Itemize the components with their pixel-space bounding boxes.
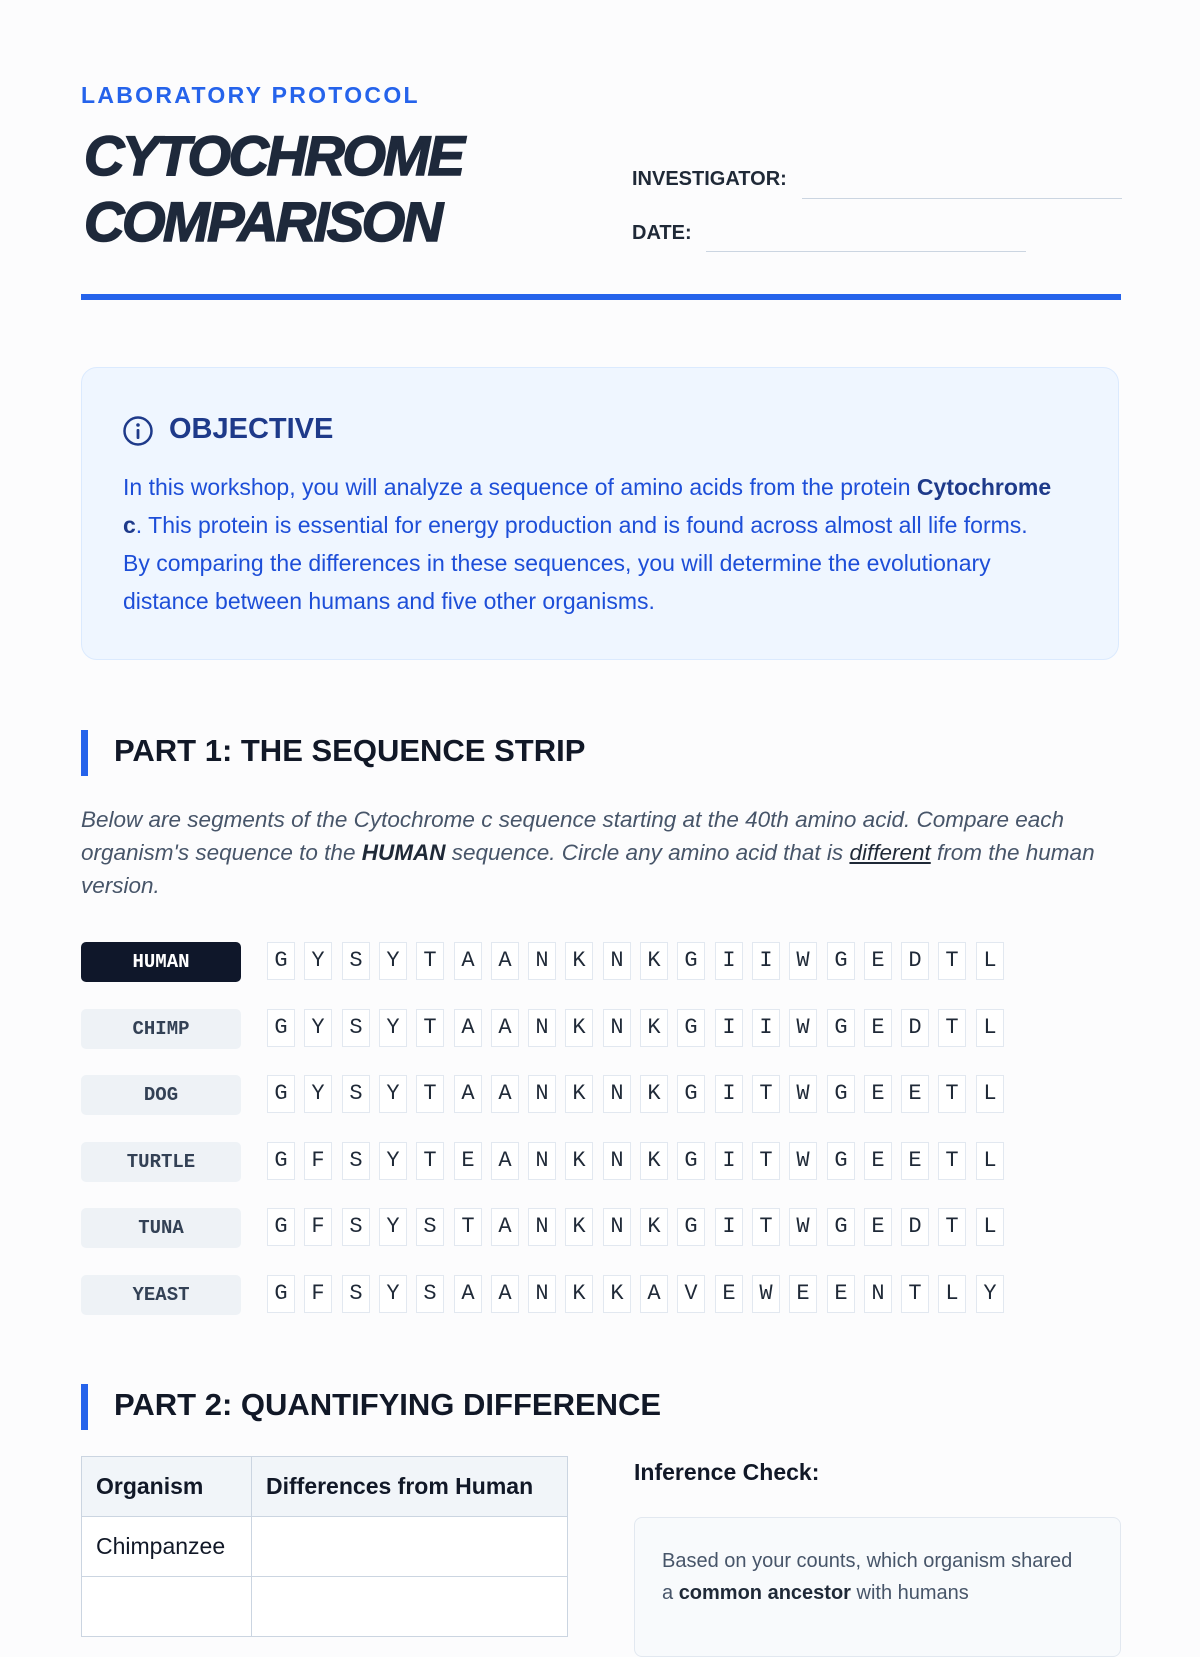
amino-acid-cell[interactable]: T	[752, 1075, 780, 1113]
date-label: DATE:	[632, 222, 692, 244]
amino-acid-cell: D	[901, 942, 929, 980]
amino-acid-cell[interactable]: G	[677, 1142, 705, 1180]
amino-acid-cell[interactable]: I	[715, 1142, 743, 1180]
amino-acid-cell[interactable]: G	[267, 1208, 295, 1246]
organism-label: TURTLE	[81, 1142, 241, 1182]
amino-acid-cell[interactable]: N	[603, 1075, 631, 1113]
amino-acid-cell[interactable]: E	[864, 1142, 892, 1180]
amino-acid-cell[interactable]: L	[976, 1208, 1004, 1246]
amino-acid-cell[interactable]: Y	[379, 1275, 407, 1313]
inference-emphasis: common ancestor	[678, 1582, 851, 1604]
amino-acid-cell[interactable]: T	[416, 1142, 444, 1180]
amino-acid-cell[interactable]: W	[789, 1075, 817, 1113]
amino-acid-cell[interactable]: E	[827, 1275, 855, 1313]
organism-label: DOG	[81, 1075, 241, 1115]
amino-acid-cell[interactable]: E	[864, 1208, 892, 1246]
amino-acid-cell[interactable]: L	[938, 1275, 966, 1313]
amino-acid-cell[interactable]: K	[640, 1075, 668, 1113]
document-kicker: LABORATORY PROTOCOL	[81, 82, 420, 108]
amino-acid-cell[interactable]: G	[267, 1142, 295, 1180]
amino-acid-cell[interactable]: D	[901, 1009, 929, 1047]
amino-acid-cell[interactable]: D	[901, 1208, 929, 1246]
objective-text-part: In this workshop, you will analyze a sequence of amino acids from the protein	[123, 474, 917, 500]
amino-acid-cell[interactable]: W	[789, 1208, 817, 1246]
amino-acid-cell[interactable]: S	[416, 1275, 444, 1313]
amino-acid-cell: G	[827, 942, 855, 980]
amino-acid-cell[interactable]: Y	[379, 1075, 407, 1113]
amino-acid-cell: G	[677, 942, 705, 980]
amino-acid-cell[interactable]: N	[864, 1275, 892, 1313]
page-title	[84, 123, 462, 255]
amino-acid-cell: S	[342, 942, 370, 980]
amino-acid-cell[interactable]: G	[827, 1208, 855, 1246]
sequence-row-human	[81, 942, 1121, 982]
amino-acid-cell[interactable]: K	[640, 1009, 668, 1047]
amino-acid-cell: Y	[304, 942, 332, 980]
amino-acid-cell[interactable]: A	[491, 1075, 519, 1113]
amino-acid-cell[interactable]: F	[304, 1275, 332, 1313]
amino-acid-cell[interactable]: I	[715, 1075, 743, 1113]
objective-text-part: . This protein is essential for energy production and is found across almost all life forms. By comparing the differences in these sequences, you will determine the evolutionary distance between humans and five other organisms.	[123, 512, 1028, 614]
instructions-text: Below are segments of the Cytochrome c sequence starting at the 40th amino acid. Compare each organism's sequence to the	[81, 807, 1065, 865]
amino-acid-cell[interactable]: T	[416, 1075, 444, 1113]
amino-acid-cell[interactable]: F	[304, 1142, 332, 1180]
amino-acid-cell[interactable]: T	[901, 1275, 929, 1313]
table-header-row	[82, 1457, 568, 1517]
differences-table	[81, 1456, 568, 1637]
page-title-line-1: CYTOCHROME	[84, 124, 463, 187]
organism-label: HUMAN	[81, 942, 241, 982]
amino-acid-cell[interactable]: W	[789, 1142, 817, 1180]
amino-acid-cell[interactable]: A	[491, 1275, 519, 1313]
table-row	[82, 1517, 568, 1577]
inference-check-box	[634, 1517, 1121, 1657]
amino-acid-cell[interactable]: G	[677, 1208, 705, 1246]
amino-acid-cell: Y	[379, 942, 407, 980]
amino-acid-cell[interactable]: N	[528, 1275, 556, 1313]
amino-acid-cell[interactable]: K	[640, 1142, 668, 1180]
amino-acid-cell[interactable]: A	[454, 1009, 482, 1047]
sequence-row-dog	[81, 1075, 1121, 1115]
amino-acid-cell[interactable]: E	[864, 1075, 892, 1113]
amino-acid-cell[interactable]: T	[938, 1075, 966, 1113]
amino-acid-cell[interactable]: T	[752, 1142, 780, 1180]
amino-acid-cell: T	[416, 942, 444, 980]
table-row	[82, 1577, 568, 1637]
amino-acid-cell[interactable]: N	[528, 1009, 556, 1047]
amino-acid-cell[interactable]: T	[454, 1208, 482, 1246]
amino-acid-cell: E	[864, 942, 892, 980]
amino-acid-cell[interactable]: G	[267, 1275, 295, 1313]
amino-acid-cell: G	[267, 942, 295, 980]
investigator-label: INVESTIGATOR:	[632, 168, 787, 190]
amino-acid-cell[interactable]: L	[976, 1142, 1004, 1180]
amino-acid-cell[interactable]: T	[938, 1009, 966, 1047]
amino-acid-cell[interactable]: Y	[304, 1075, 332, 1113]
amino-acid-cell[interactable]: I	[715, 1208, 743, 1246]
amino-acid-cell[interactable]: G	[827, 1075, 855, 1113]
organism-cell: Chimpanzee	[82, 1517, 252, 1577]
header-divider	[81, 294, 1121, 300]
amino-acid-cell[interactable]: N	[603, 1208, 631, 1246]
objective-text	[123, 468, 1053, 620]
inference-check-label: Inference Check:	[634, 1459, 820, 1485]
amino-acid-cell[interactable]: S	[342, 1208, 370, 1246]
amino-acid-cell[interactable]: L	[976, 1009, 1004, 1047]
amino-acid-cell[interactable]: S	[416, 1208, 444, 1246]
amino-acid-cell[interactable]: I	[715, 1009, 743, 1047]
organism-label: TUNA	[81, 1208, 241, 1248]
amino-acid-cell[interactable]: Y	[304, 1009, 332, 1047]
amino-acid-cell[interactable]: S	[342, 1275, 370, 1313]
section-accent-bar	[81, 730, 88, 776]
amino-acid-cell[interactable]: A	[491, 1009, 519, 1047]
amino-acid-cell[interactable]: L	[976, 1075, 1004, 1113]
sequence-row-chimp	[81, 1009, 1121, 1049]
amino-acid-cell[interactable]: N	[528, 1208, 556, 1246]
objective-protein-name: Cytochrome c	[123, 474, 1052, 538]
part1-title: PART 1: THE SEQUENCE STRIP	[114, 733, 586, 768]
organism-label: CHIMP	[81, 1009, 241, 1049]
amino-acid-cell[interactable]: E	[901, 1142, 929, 1180]
organism-label: YEAST	[81, 1275, 241, 1315]
instructions-emphasis: HUMAN	[361, 840, 446, 865]
amino-acid-cell[interactable]: F	[304, 1208, 332, 1246]
part2-title: PART 2: QUANTIFYING DIFFERENCE	[114, 1387, 662, 1422]
amino-acid-cell[interactable]: Y	[976, 1275, 1004, 1313]
inference-text: Based on your counts, which organism shared a	[662, 1550, 1073, 1604]
sequence-row-turtle	[81, 1142, 1121, 1182]
column-header-organism: Organism	[82, 1457, 252, 1517]
amino-acid-cell: L	[976, 942, 1004, 980]
amino-acid-cell[interactable]: E	[789, 1275, 817, 1313]
amino-acid-cell[interactable]: E	[901, 1075, 929, 1113]
amino-acid-cell: I	[752, 942, 780, 980]
instructions-underline: different	[849, 840, 931, 865]
page-title-line-2: COMPARISON	[84, 190, 441, 253]
amino-acid-cell: T	[938, 942, 966, 980]
amino-acid-cell[interactable]: K	[565, 1009, 593, 1047]
amino-acid-cell[interactable]: G	[827, 1142, 855, 1180]
amino-acid-cell[interactable]: G	[677, 1075, 705, 1113]
amino-acid-cell: K	[640, 942, 668, 980]
amino-acid-cell[interactable]: T	[752, 1208, 780, 1246]
amino-acid-cell[interactable]: E	[864, 1009, 892, 1047]
sequence-row-yeast	[81, 1275, 1121, 1315]
amino-acid-cell[interactable]: G	[677, 1009, 705, 1047]
amino-acid-cell[interactable]: A	[491, 1208, 519, 1246]
objective-title: OBJECTIVE	[169, 413, 334, 445]
organism-cell	[82, 1577, 252, 1637]
info-icon	[122, 415, 154, 447]
amino-acid-cell: N	[528, 942, 556, 980]
inference-text: with humans	[850, 1582, 969, 1604]
amino-acid-cell: N	[603, 942, 631, 980]
amino-acid-cell[interactable]: T	[938, 1208, 966, 1246]
amino-acid-cell: K	[565, 942, 593, 980]
amino-acid-cell[interactable]: A	[491, 1142, 519, 1180]
amino-acid-cell[interactable]: K	[565, 1208, 593, 1246]
instructions-text: from the human version.	[81, 840, 1095, 898]
amino-acid-cell[interactable]: V	[677, 1275, 705, 1313]
amino-acid-cell[interactable]: T	[938, 1142, 966, 1180]
amino-acid-cell[interactable]: A	[454, 1075, 482, 1113]
amino-acid-cell: I	[715, 942, 743, 980]
amino-acid-cell[interactable]: W	[789, 1009, 817, 1047]
amino-acid-cell[interactable]: K	[565, 1142, 593, 1180]
amino-acid-cell[interactable]: Y	[379, 1009, 407, 1047]
differences-input-cell[interactable]	[252, 1517, 568, 1577]
amino-acid-cell[interactable]: K	[565, 1075, 593, 1113]
amino-acid-cell[interactable]: E	[454, 1142, 482, 1180]
amino-acid-cell: W	[789, 942, 817, 980]
amino-acid-cell[interactable]: S	[342, 1075, 370, 1113]
objective-callout	[81, 367, 1119, 660]
amino-acid-cell[interactable]: G	[267, 1009, 295, 1047]
amino-acid-cell[interactable]: N	[528, 1142, 556, 1180]
differences-input-cell[interactable]	[252, 1577, 568, 1637]
amino-acid-cell[interactable]: A	[454, 1275, 482, 1313]
amino-acid-cell[interactable]: K	[565, 1275, 593, 1313]
amino-acid-cell[interactable]: N	[603, 1142, 631, 1180]
amino-acid-cell[interactable]: Y	[379, 1142, 407, 1180]
amino-acid-cell[interactable]: W	[752, 1275, 780, 1313]
amino-acid-cell[interactable]: I	[752, 1009, 780, 1047]
amino-acid-cell[interactable]: S	[342, 1009, 370, 1047]
amino-acid-cell[interactable]: Y	[379, 1208, 407, 1246]
sequence-row-tuna	[81, 1208, 1121, 1248]
amino-acid-cell[interactable]: A	[640, 1275, 668, 1313]
amino-acid-cell: A	[491, 942, 519, 980]
part1-instructions	[81, 803, 1126, 902]
amino-acid-cell: A	[454, 942, 482, 980]
amino-acid-cell[interactable]: K	[603, 1275, 631, 1313]
amino-acid-cell[interactable]: N	[528, 1075, 556, 1113]
amino-acid-cell[interactable]: E	[715, 1275, 743, 1313]
column-header-differences: Differences from Human	[252, 1457, 568, 1517]
amino-acid-cell[interactable]: G	[827, 1009, 855, 1047]
amino-acid-cell[interactable]: S	[342, 1142, 370, 1180]
instructions-text: sequence. Circle any amino acid that is	[445, 840, 850, 865]
amino-acid-cell[interactable]: K	[640, 1208, 668, 1246]
amino-acid-cell[interactable]: T	[416, 1009, 444, 1047]
section-accent-bar	[81, 1384, 88, 1430]
investigator-field[interactable]	[802, 198, 1122, 199]
date-field[interactable]	[706, 251, 1026, 252]
inference-question	[662, 1545, 1082, 1609]
amino-acid-cell[interactable]: N	[603, 1009, 631, 1047]
amino-acid-cell[interactable]: G	[267, 1075, 295, 1113]
